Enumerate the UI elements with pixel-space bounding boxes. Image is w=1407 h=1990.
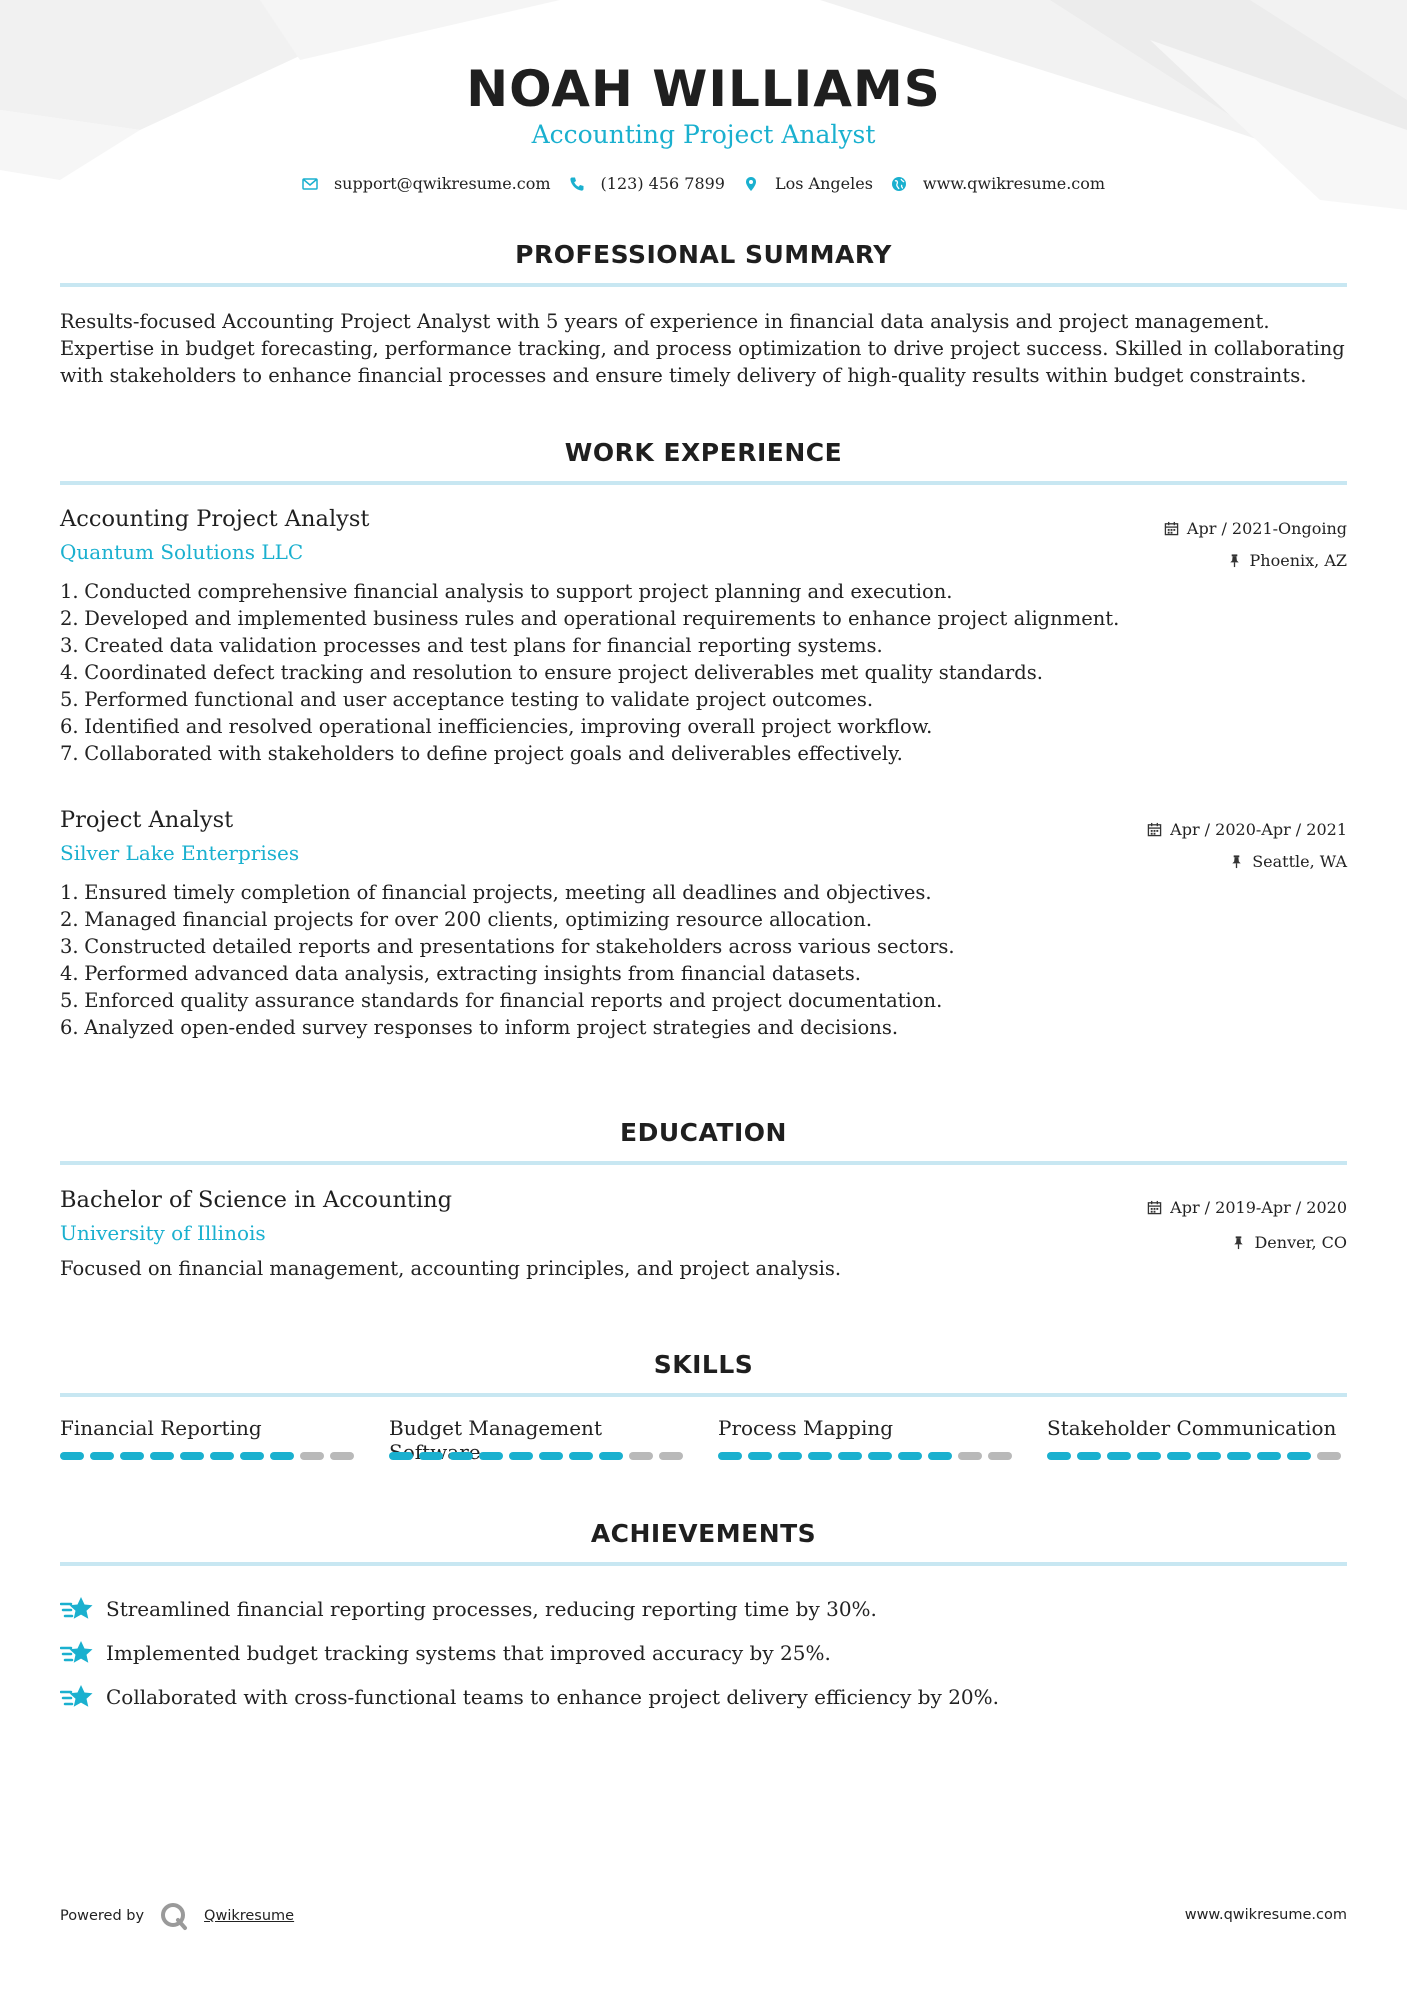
experience-heading: WORK EXPERIENCE bbox=[564, 438, 843, 467]
skill-segment-empty bbox=[1317, 1452, 1341, 1460]
skill-segment-filled bbox=[778, 1452, 802, 1460]
skill-segment-filled bbox=[748, 1452, 772, 1460]
skill-name: Process Mapping bbox=[718, 1416, 894, 1440]
skill-segment-filled bbox=[718, 1452, 742, 1460]
skill-segment-filled bbox=[599, 1452, 623, 1460]
skill-segment-filled bbox=[180, 1452, 204, 1460]
education-dates: Apr / 2019-Apr / 2020 bbox=[1170, 1198, 1347, 1217]
pushpin-icon bbox=[1229, 854, 1244, 869]
contact-email-text: support@qwikresume.com bbox=[333, 174, 551, 193]
skill-segment-empty bbox=[659, 1452, 683, 1460]
section-divider bbox=[60, 1393, 1347, 1397]
skill-segment-filled bbox=[90, 1452, 114, 1460]
list-item: 1. Ensured timely completion of financial projects, meeting all deadlines and objectives. bbox=[60, 881, 932, 904]
achievement-text: Implemented budget tracking systems that improved accuracy by 25%. bbox=[106, 1641, 831, 1665]
skill-level-bar bbox=[718, 1452, 1018, 1460]
contact-website-text: www.qwikresume.com bbox=[922, 174, 1106, 193]
list-item: 4. Coordinated defect tracking and resolution to ensure project deliverables met quality standards. bbox=[60, 661, 1043, 684]
contact-phone-text: (123) 456 7899 bbox=[600, 174, 725, 193]
skill-segment-filled bbox=[539, 1452, 563, 1460]
summary-text: Results-focused Accounting Project Analyst with 5 years of experience in financial data analysis and project management. Expertise in budget forecasting, performance tracking, and process optimization to drive project success. Skilled in collaborating with stakeholders to enhance financial processes and ensure timely delivery of high-quality results within budget constraints. bbox=[60, 310, 1345, 387]
skill-segment-empty bbox=[330, 1452, 354, 1460]
skill-segment-filled bbox=[210, 1452, 234, 1460]
shooting-star-icon bbox=[60, 1636, 94, 1670]
job-bullets bbox=[60, 879, 1347, 1041]
job-bullets bbox=[60, 578, 1347, 767]
skill-level-bar bbox=[389, 1452, 689, 1460]
skill-segment-filled bbox=[868, 1452, 892, 1460]
contact-bar bbox=[0, 174, 1407, 193]
job-location: Seattle, WA bbox=[1252, 851, 1347, 871]
skill-segment-filled bbox=[838, 1452, 862, 1460]
skill-segment-filled bbox=[1257, 1452, 1281, 1460]
skill-segment-filled bbox=[1107, 1452, 1131, 1460]
list-item: 2. Managed financial projects for over 200 clients, optimizing resource allocation. bbox=[60, 908, 873, 931]
contact-phone[interactable] bbox=[569, 174, 725, 193]
skill-segment-filled bbox=[120, 1452, 144, 1460]
job-title: Project Analyst bbox=[60, 807, 234, 833]
achievement-item bbox=[60, 1587, 1347, 1631]
list-item: 6. Identified and resolved operational inefficiencies, improving overall project workflow. bbox=[60, 715, 933, 738]
job-entry bbox=[60, 506, 1347, 767]
list-item: 3. Constructed detailed reports and presentations for stakeholders across various sectors. bbox=[60, 935, 955, 958]
skill-segment-filled bbox=[569, 1452, 593, 1460]
section-divider bbox=[60, 1562, 1347, 1566]
list-item: 3. Created data validation processes and test plans for financial reporting systems. bbox=[60, 634, 883, 657]
pushpin-icon bbox=[1231, 1235, 1246, 1250]
list-item: 2. Developed and implemented business rules and operational requirements to enhance project alignment. bbox=[60, 607, 1120, 630]
skill-segment-empty bbox=[300, 1452, 324, 1460]
list-item: 7. Collaborated with stakeholders to define project goals and deliverables effectively. bbox=[60, 742, 903, 765]
job-meta bbox=[1164, 512, 1347, 576]
job-dates: Apr / 2021-Ongoing bbox=[1186, 518, 1347, 538]
skill-level-bar bbox=[60, 1452, 360, 1460]
calendar-icon bbox=[1147, 1200, 1162, 1215]
skill-item bbox=[60, 1416, 360, 1460]
skill-segment-filled bbox=[419, 1452, 443, 1460]
education-location: Denver, CO bbox=[1254, 1232, 1347, 1252]
skills-list bbox=[60, 1416, 1347, 1460]
skill-segment-filled bbox=[898, 1452, 922, 1460]
job-company: Silver Lake Enterprises bbox=[60, 841, 300, 865]
job-title: Accounting Project Analyst bbox=[60, 506, 370, 532]
skill-name: Stakeholder Communication bbox=[1047, 1416, 1337, 1440]
qwikresume-logo-icon bbox=[158, 1900, 190, 1932]
skill-segment-filled bbox=[1287, 1452, 1311, 1460]
skill-segment-filled bbox=[1077, 1452, 1101, 1460]
achievements-list bbox=[60, 1587, 1347, 1719]
achievements-heading: ACHIEVEMENTS bbox=[590, 1519, 817, 1548]
list-item: 1. Conducted comprehensive financial analysis to support project planning and execution. bbox=[60, 580, 953, 603]
job-meta bbox=[1147, 813, 1347, 877]
degree-title: Bachelor of Science in Accounting bbox=[60, 1187, 453, 1213]
powered-by-label: Powered by bbox=[60, 1908, 145, 1924]
skill-name: Budget Management bbox=[389, 1416, 602, 1440]
skill-segment-filled bbox=[240, 1452, 264, 1460]
section-divider bbox=[60, 283, 1347, 287]
job-company: Quantum Solutions LLC bbox=[60, 540, 304, 564]
list-item: 5. Enforced quality assurance standards for financial reports and project documentation. bbox=[60, 989, 943, 1012]
skill-segment-filled bbox=[270, 1452, 294, 1460]
contact-location-text: Los Angeles bbox=[774, 174, 873, 193]
skill-segment-filled bbox=[509, 1452, 533, 1460]
skill-segment-empty bbox=[958, 1452, 982, 1460]
contact-website[interactable] bbox=[891, 174, 1105, 193]
envelope-icon bbox=[302, 176, 318, 192]
calendar-icon bbox=[1164, 521, 1179, 536]
skill-name: Financial Reporting bbox=[60, 1416, 262, 1440]
skill-item bbox=[1047, 1416, 1347, 1460]
skill-item bbox=[389, 1416, 689, 1460]
candidate-name: NOAH WILLIAMS bbox=[466, 60, 941, 118]
calendar-icon bbox=[1147, 822, 1162, 837]
skill-segment-filled bbox=[1047, 1452, 1071, 1460]
list-item: 5. Performed functional and user acceptance testing to validate project outcomes. bbox=[60, 688, 874, 711]
skill-item bbox=[718, 1416, 1018, 1460]
achievement-text: Collaborated with cross-functional teams to enhance project delivery efficiency by 20%. bbox=[106, 1685, 1000, 1709]
skill-segment-empty bbox=[988, 1452, 1012, 1460]
skills-heading: SKILLS bbox=[653, 1350, 754, 1379]
section-divider bbox=[60, 481, 1347, 485]
education-entry bbox=[60, 1187, 1347, 1280]
shooting-star-icon bbox=[60, 1592, 94, 1626]
skill-segment-filled bbox=[808, 1452, 832, 1460]
globe-icon bbox=[891, 176, 907, 192]
skill-segment-filled bbox=[449, 1452, 473, 1460]
skill-segment-filled bbox=[1167, 1452, 1191, 1460]
skill-segment-filled bbox=[1197, 1452, 1221, 1460]
brand-link[interactable]: Qwikresume bbox=[204, 1908, 295, 1924]
skill-segment-filled bbox=[479, 1452, 503, 1460]
job-entry bbox=[60, 807, 1347, 1041]
phone-icon bbox=[569, 176, 585, 192]
achievement-item bbox=[60, 1631, 1347, 1675]
achievement-item bbox=[60, 1675, 1347, 1719]
achievement-text: Streamlined financial reporting processes, reducing reporting time by 30%. bbox=[106, 1597, 877, 1621]
job-location: Phoenix, AZ bbox=[1249, 550, 1347, 570]
candidate-title: Accounting Project Analyst bbox=[531, 120, 876, 149]
shooting-star-icon bbox=[60, 1680, 94, 1714]
pushpin-icon bbox=[1227, 553, 1242, 568]
skill-segment-filled bbox=[150, 1452, 174, 1460]
list-item: 4. Performed advanced data analysis, extracting insights from financial datasets. bbox=[60, 962, 862, 985]
skill-segment-filled bbox=[928, 1452, 952, 1460]
education-description: Focused on financial management, accounting principles, and project analysis. bbox=[60, 1257, 842, 1280]
education-heading: EDUCATION bbox=[620, 1118, 787, 1147]
map-marker-icon bbox=[743, 176, 759, 192]
list-item: 6. Analyzed open-ended survey responses to inform project strategies and decisions. bbox=[60, 1016, 899, 1039]
contact-email[interactable] bbox=[302, 174, 551, 193]
summary-heading: PROFESSIONAL SUMMARY bbox=[515, 240, 892, 269]
skill-segment-empty bbox=[629, 1452, 653, 1460]
skill-segment-filled bbox=[60, 1452, 84, 1460]
contact-location bbox=[743, 174, 873, 193]
footer-powered-by bbox=[60, 1900, 294, 1932]
skill-segment-filled bbox=[1227, 1452, 1251, 1460]
skill-level-bar bbox=[1047, 1452, 1347, 1460]
footer-website-link[interactable]: www.qwikresume.com bbox=[1184, 1907, 1347, 1923]
section-divider bbox=[60, 1161, 1347, 1165]
skill-segment-filled bbox=[389, 1452, 413, 1460]
school-name: University of Illinois bbox=[60, 1221, 266, 1245]
skill-segment-filled bbox=[1137, 1452, 1161, 1460]
education-meta bbox=[1147, 1189, 1347, 1258]
job-dates: Apr / 2020-Apr / 2021 bbox=[1170, 819, 1347, 839]
